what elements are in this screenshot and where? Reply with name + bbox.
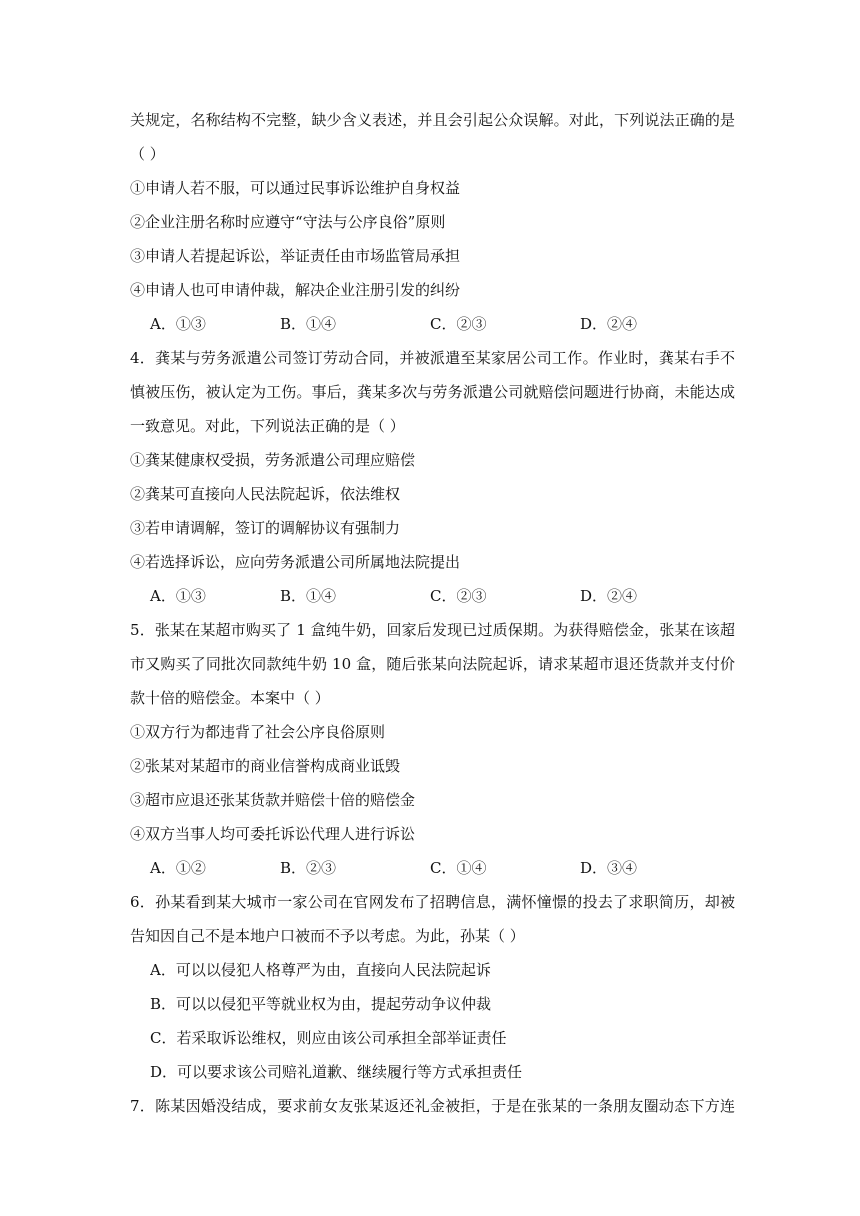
option-c: C．①④: [430, 859, 487, 877]
answer-bracket: （ ）: [130, 145, 165, 163]
option-b: B．②③: [280, 859, 337, 877]
question-3-text: 关规定，名称结构不完整，缺少含义表述，并且会引起公众误解。对此，下列说法正确的是: [130, 111, 735, 129]
statement-item: ①双方行为都违背了社会公序良俗原则: [130, 723, 386, 741]
statement-item: ②张某对某超市的商业信誉构成商业诋毁: [130, 757, 401, 775]
option-c: C．②③: [430, 587, 487, 605]
option-a: A．①②: [150, 859, 206, 877]
statement-item: ③超市应退还张某货款并赔偿十倍的赔偿金: [130, 791, 416, 809]
statement-item: ①申请人若不服，可以通过民事诉讼维护自身权益: [130, 179, 461, 197]
option-d: D．③④: [580, 859, 638, 877]
option-d: D．可以要求该公司赔礼道歉、继续履行等方式承担责任: [150, 1063, 523, 1081]
options-row: [150, 858, 710, 878]
option-b: B．①④: [280, 587, 337, 605]
question-5-text: 5．张某在某超市购买了 1 盒纯牛奶，回家后发现已过质保期。为获得赔偿金，张某在该超: [130, 621, 735, 639]
statement-item: ④若选择诉讼，应向劳务派遣公司所属地法院提出: [130, 553, 461, 571]
option-b: B．①④: [280, 315, 337, 333]
option-a: A．可以以侵犯人格尊严为由，直接向人民法院起诉: [150, 961, 491, 979]
statement-item: ③申请人若提起诉讼，举证责任由市场监管局承担: [130, 247, 461, 265]
options-row: [150, 586, 710, 606]
question-4-text: 一致意见。对此，下列说法正确的是（ ）: [130, 417, 405, 435]
statement-item: ①龚某健康权受损，劳务派遣公司理应赔偿: [130, 451, 416, 469]
option-c: C．若采取诉讼维权，则应由该公司承担全部举证责任: [150, 1029, 507, 1047]
statement-item: ④申请人也可申请仲裁，解决企业注册引发的纠纷: [130, 281, 461, 299]
question-7-text: 7．陈某因婚没结成，要求前女友张某返还礼金被拒，于是在张某的一条朋友圈动态下方连: [130, 1097, 735, 1115]
option-c: C．②③: [430, 315, 487, 333]
options-row: [150, 314, 710, 334]
statement-item: ③若申请调解，签订的调解协议有强制力: [130, 519, 401, 537]
option-b: B．可以以侵犯平等就业权为由，提起劳动争议仲裁: [150, 995, 492, 1013]
statement-item: ②龚某可直接向人民法院起诉，依法维权: [130, 485, 401, 503]
question-5-text: 市又购买了同批次同款纯牛奶 10 盒，随后张某向法院起诉，请求某超市退还货款并支付价: [130, 655, 735, 673]
statement-item: ②企业注册名称时应遵守“守法与公序良俗”原则: [130, 213, 446, 231]
question-6-text: 6．孙某看到某大城市一家公司在官网发布了招聘信息，满怀憧憬的投去了求职简历，却被: [130, 893, 735, 911]
option-a: A．①③: [150, 315, 206, 333]
question-4-text: 慎被压伤，被认定为工伤。事后，龚某多次与劳务派遣公司就赔偿问题进行协商，未能达成: [130, 383, 735, 401]
statement-item: ④双方当事人均可委托诉讼代理人进行诉讼: [130, 825, 416, 843]
option-d: D．②④: [580, 315, 638, 333]
question-4-text: 4．龚某与劳务派遣公司签订劳动合同，并被派遣至某家居公司工作。作业时，龚某右手不: [130, 349, 735, 367]
option-d: D．②④: [580, 587, 638, 605]
option-a: A．①③: [150, 587, 206, 605]
question-5-text: 款十倍的赔偿金。本案中（ ）: [130, 689, 330, 707]
question-6-text: 告知因自己不是本地户口被而不予以考虑。为此，孙某（ ）: [130, 927, 525, 945]
